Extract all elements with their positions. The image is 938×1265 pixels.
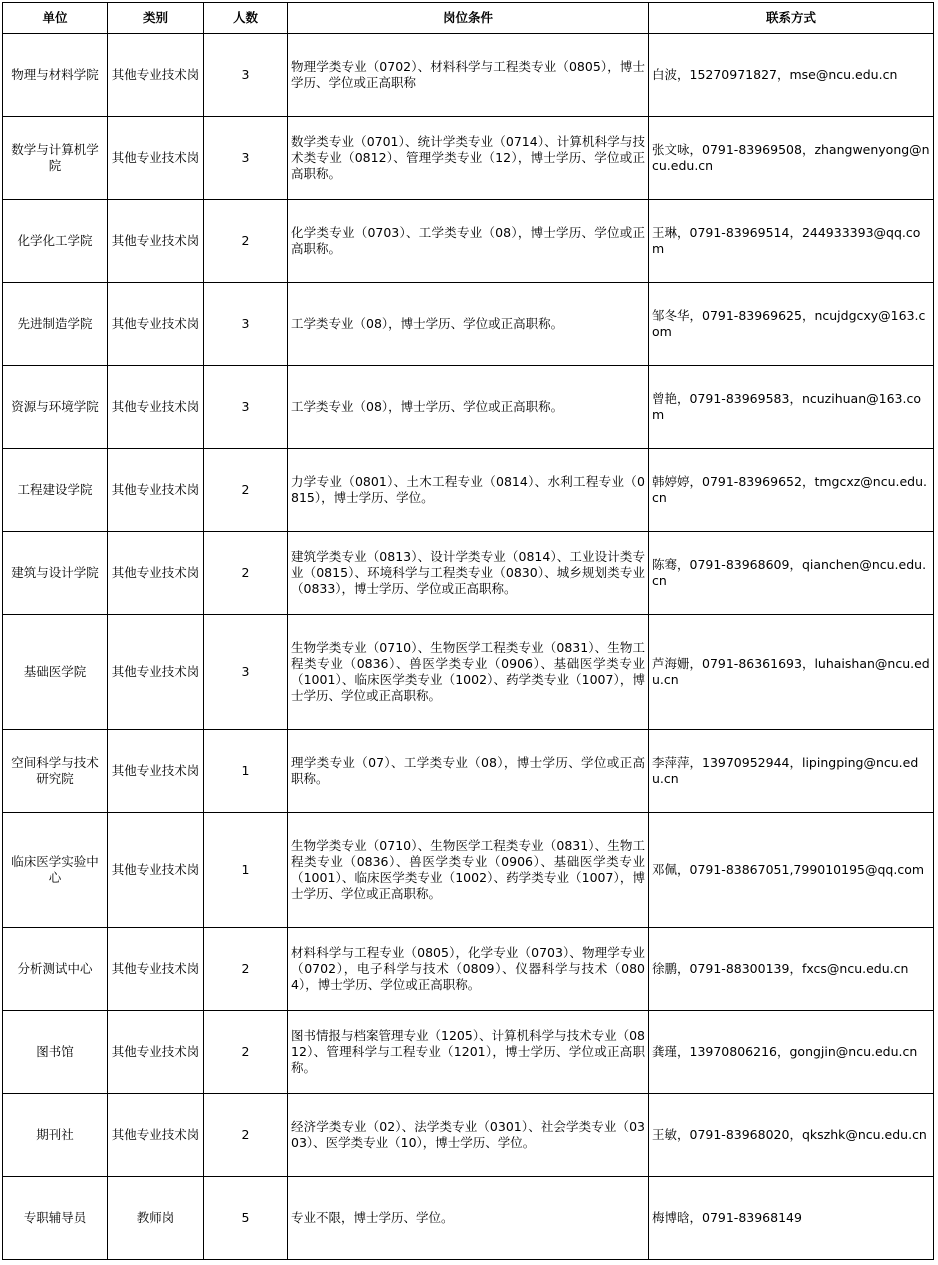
conditions-cell: 力学专业（0801）、土木工程专业（0814）、水利工程专业（0815），博士学历、学位。 (288, 449, 649, 532)
type-cell: 其他专业技术岗 (108, 200, 204, 283)
contact-cell: 邓佩，0791-83867051,799010195@qq.com (649, 813, 934, 928)
count-cell: 1 (204, 730, 288, 813)
unit-cell: 工程建设学院 (3, 449, 108, 532)
header-unit: 单位 (3, 3, 108, 34)
contact-cell: 梅博晗，0791-83968149 (649, 1177, 934, 1260)
conditions-cell: 图书情报与档案管理专业（1205）、计算机科学与技术专业（0812）、管理科学与工程专业（1201），博士学历、学位或正高职称。 (288, 1011, 649, 1094)
conditions-cell: 材料科学与工程专业（0805），化学专业（0703）、物理学专业（0702），电子科学与技术（0809）、仪器科学与技术（0804），博士学历、学位或正高职称。 (288, 928, 649, 1011)
header-conditions: 岗位条件 (288, 3, 649, 34)
header-row (3, 3, 934, 34)
count-cell: 2 (204, 1011, 288, 1094)
type-cell: 教师岗 (108, 1177, 204, 1260)
unit-cell: 建筑与设计学院 (3, 532, 108, 615)
table-row (3, 449, 934, 532)
count-cell: 5 (204, 1177, 288, 1260)
conditions-cell: 建筑学类专业（0813）、设计学类专业（0814）、工业设计类专业（0815）、环境科学与工程类专业（0830）、城乡规划类专业（0833），博士学历、学位或正高职称。 (288, 532, 649, 615)
unit-cell: 先进制造学院 (3, 283, 108, 366)
unit-cell: 图书馆 (3, 1011, 108, 1094)
count-cell: 3 (204, 615, 288, 730)
header-type: 类别 (108, 3, 204, 34)
table-row (3, 928, 934, 1011)
type-cell: 其他专业技术岗 (108, 813, 204, 928)
unit-cell: 数学与计算机学院 (3, 117, 108, 200)
type-cell: 其他专业技术岗 (108, 615, 204, 730)
contact-cell: 李萍萍，13970952944，lipingping@ncu.edu.cn (649, 730, 934, 813)
count-cell: 2 (204, 532, 288, 615)
count-cell: 2 (204, 928, 288, 1011)
type-cell: 其他专业技术岗 (108, 283, 204, 366)
count-cell: 2 (204, 1094, 288, 1177)
contact-cell: 徐鹏，0791-88300139，fxcs@ncu.edu.cn (649, 928, 934, 1011)
recruitment-table (2, 2, 934, 1260)
table-row (3, 283, 934, 366)
type-cell: 其他专业技术岗 (108, 1094, 204, 1177)
contact-cell: 张文咏，0791-83969508，zhangwenyong@ncu.edu.cn (649, 117, 934, 200)
type-cell: 其他专业技术岗 (108, 366, 204, 449)
table-row (3, 366, 934, 449)
table-row (3, 730, 934, 813)
table-row (3, 200, 934, 283)
count-cell: 3 (204, 117, 288, 200)
header-count: 人数 (204, 3, 288, 34)
contact-cell: 韩婷婷，0791-83969652，tmgcxz@ncu.edu.cn (649, 449, 934, 532)
count-cell: 3 (204, 366, 288, 449)
table-row (3, 813, 934, 928)
conditions-cell: 生物学类专业（0710）、生物医学工程类专业（0831）、生物工程类专业（0836）、兽医学类专业（0906）、基础医学类专业（1001）、临床医学类专业（1002）、药学类专业（1007），博士学历、学位或正高职称。 (288, 813, 649, 928)
type-cell: 其他专业技术岗 (108, 449, 204, 532)
contact-cell: 陈骞，0791-83968609，qianchen@ncu.edu.cn (649, 532, 934, 615)
contact-cell: 曾艳，0791-83969583，ncuzihuan@163.com (649, 366, 934, 449)
conditions-cell: 专业不限，博士学历、学位。 (288, 1177, 649, 1260)
unit-cell: 物理与材料学院 (3, 34, 108, 117)
conditions-cell: 生物学类专业（0710）、生物医学工程类专业（0831）、生物工程类专业（0836）、兽医学类专业（0906）、基础医学类专业（1001）、临床医学类专业（1002）、药学类专业（1007），博士学历、学位或正高职称。 (288, 615, 649, 730)
unit-cell: 基础医学院 (3, 615, 108, 730)
count-cell: 2 (204, 200, 288, 283)
type-cell: 其他专业技术岗 (108, 928, 204, 1011)
table-row (3, 532, 934, 615)
contact-cell: 白波，15270971827，mse@ncu.edu.cn (649, 34, 934, 117)
table-row (3, 1011, 934, 1094)
count-cell: 3 (204, 283, 288, 366)
unit-cell: 临床医学实验中心 (3, 813, 108, 928)
type-cell: 其他专业技术岗 (108, 34, 204, 117)
count-cell: 2 (204, 449, 288, 532)
table-row (3, 615, 934, 730)
count-cell: 3 (204, 34, 288, 117)
table-row (3, 1094, 934, 1177)
unit-cell: 资源与环境学院 (3, 366, 108, 449)
type-cell: 其他专业技术岗 (108, 1011, 204, 1094)
table-row (3, 1177, 934, 1260)
conditions-cell: 经济学类专业（02）、法学类专业（0301）、社会学类专业（0303）、医学类专业（10），博士学历、学位。 (288, 1094, 649, 1177)
count-cell: 1 (204, 813, 288, 928)
contact-cell: 王琳，0791-83969514，244933393@qq.com (649, 200, 934, 283)
unit-cell: 分析测试中心 (3, 928, 108, 1011)
contact-cell: 龚瑾，13970806216，gongjin@ncu.edu.cn (649, 1011, 934, 1094)
conditions-cell: 理学类专业（07）、工学类专业（08），博士学历、学位或正高职称。 (288, 730, 649, 813)
contact-cell: 王敏，0791-83968020，qkszhk@ncu.edu.cn (649, 1094, 934, 1177)
table-row (3, 117, 934, 200)
header-contact: 联系方式 (649, 3, 934, 34)
conditions-cell: 化学类专业（0703）、工学类专业（08），博士学历、学位或正高职称。 (288, 200, 649, 283)
contact-cell: 芦海姗，0791-86361693，luhaishan@ncu.edu.cn (649, 615, 934, 730)
unit-cell: 化学化工学院 (3, 200, 108, 283)
unit-cell: 空间科学与技术研究院 (3, 730, 108, 813)
unit-cell: 期刊社 (3, 1094, 108, 1177)
unit-cell: 专职辅导员 (3, 1177, 108, 1260)
type-cell: 其他专业技术岗 (108, 730, 204, 813)
type-cell: 其他专业技术岗 (108, 117, 204, 200)
contact-cell: 邹冬华，0791-83969625，ncujdgcxy@163.com (649, 283, 934, 366)
conditions-cell: 工学类专业（08），博士学历、学位或正高职称。 (288, 366, 649, 449)
type-cell: 其他专业技术岗 (108, 532, 204, 615)
conditions-cell: 物理学类专业（0702）、材料科学与工程类专业（0805），博士学历、学位或正高职称 (288, 34, 649, 117)
conditions-cell: 工学类专业（08），博士学历、学位或正高职称。 (288, 283, 649, 366)
conditions-cell: 数学类专业（0701）、统计学类专业（0714）、计算机科学与技术类专业（0812）、管理学类专业（12），博士学历、学位或正高职称。 (288, 117, 649, 200)
table-row (3, 34, 934, 117)
